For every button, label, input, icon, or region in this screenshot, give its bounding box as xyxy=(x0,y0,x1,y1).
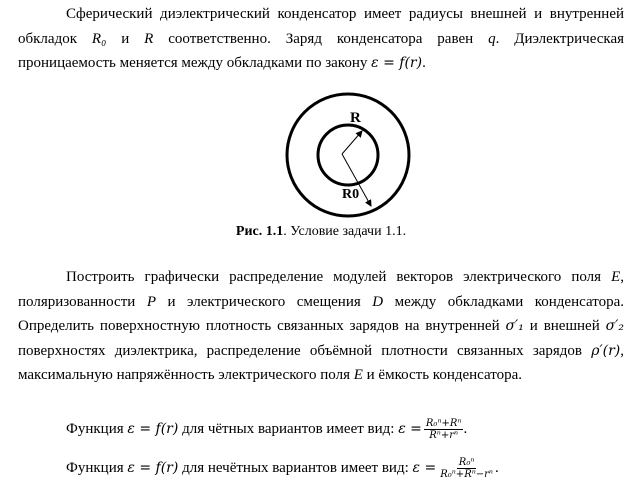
permittivity-law: ε = f(r) xyxy=(127,420,179,437)
text-segment: . Диэлектрическая проницаемость меняется между обкладками по закону xyxy=(18,30,625,71)
caption-label: Рис. 1.1 xyxy=(235,224,284,239)
formula-lhs: ε = xyxy=(412,459,437,476)
text-segment: между обкладками конденсатора. Определить поверхностную плотность связанных зарядов на внутренней xyxy=(18,293,624,334)
symbol-e: E xyxy=(611,269,621,285)
function-odd-line xyxy=(66,457,499,480)
fraction-denominator: R₀ⁿ+Rⁿ−rⁿ xyxy=(440,469,493,480)
symbol-r: R xyxy=(144,30,154,47)
text-segment: соответственно. Заряд конденсатора равен xyxy=(153,30,489,47)
text-segment: и внешней xyxy=(523,318,606,334)
label-r0: R0 xyxy=(342,187,360,202)
inner-plate-circle xyxy=(318,125,378,185)
text-segment: Сферический диэлектрический конденсатор имеет радиусы внешней и внутренней обкладок xyxy=(18,6,624,47)
text-segment: Функция xyxy=(66,420,128,437)
caption-text: . Условие задачи 1.1. xyxy=(283,224,407,239)
task-paragraph xyxy=(18,265,624,388)
text-segment: , максимальную напряжённость электрического поля xyxy=(18,342,624,383)
symbol-e: E xyxy=(353,367,363,383)
fraction-numerator: R₀ⁿ+Rⁿ xyxy=(425,418,462,429)
symbol-r0: R₀ xyxy=(91,30,107,47)
figure-caption xyxy=(0,224,642,240)
formula-odd-fraction xyxy=(438,457,495,480)
capacitor-figure xyxy=(272,92,424,218)
function-even-line xyxy=(66,418,467,441)
text-segment: для нечётных вариантов имеет вид: xyxy=(178,459,413,476)
text-segment: . xyxy=(463,420,468,437)
formula-even-fraction xyxy=(424,418,464,441)
fraction-numerator: R₀ⁿ xyxy=(458,457,475,468)
text-segment: . xyxy=(422,55,426,71)
text-segment: поверхностях диэлектрика, распределение объёмной плотности связанных зарядов xyxy=(18,342,592,359)
text-segment: и электрического смещения xyxy=(155,293,373,310)
permittivity-law: ε = f(r) xyxy=(127,459,179,476)
text-segment: , поляризованности xyxy=(18,269,624,310)
symbol-q: q xyxy=(488,30,496,47)
permittivity-law: ε = f(r) xyxy=(371,55,423,71)
symbol-sigma2: σ′₂ xyxy=(605,318,624,334)
inner-radius-arrow xyxy=(342,131,362,154)
fraction-denominator: Rⁿ+rⁿ xyxy=(429,430,459,441)
symbol-p: P xyxy=(146,293,156,310)
text-segment: для чётных вариантов имеет вид: xyxy=(178,420,399,437)
text-segment: и xyxy=(106,30,145,47)
symbol-d: D xyxy=(372,293,384,310)
text-segment: Функция xyxy=(66,459,128,476)
text-segment: . xyxy=(494,459,499,476)
text-segment: и ёмкость конденсатора. xyxy=(362,367,523,383)
symbol-sigma1: σ′₁ xyxy=(505,318,524,334)
text-segment: Построить графически распределение модулей векторов электрического поля xyxy=(66,269,612,285)
symbol-rho: ρ′(r) xyxy=(591,342,621,359)
label-r: R xyxy=(350,110,361,126)
formula-lhs: ε = xyxy=(398,420,422,437)
problem-statement-paragraph xyxy=(18,2,624,76)
